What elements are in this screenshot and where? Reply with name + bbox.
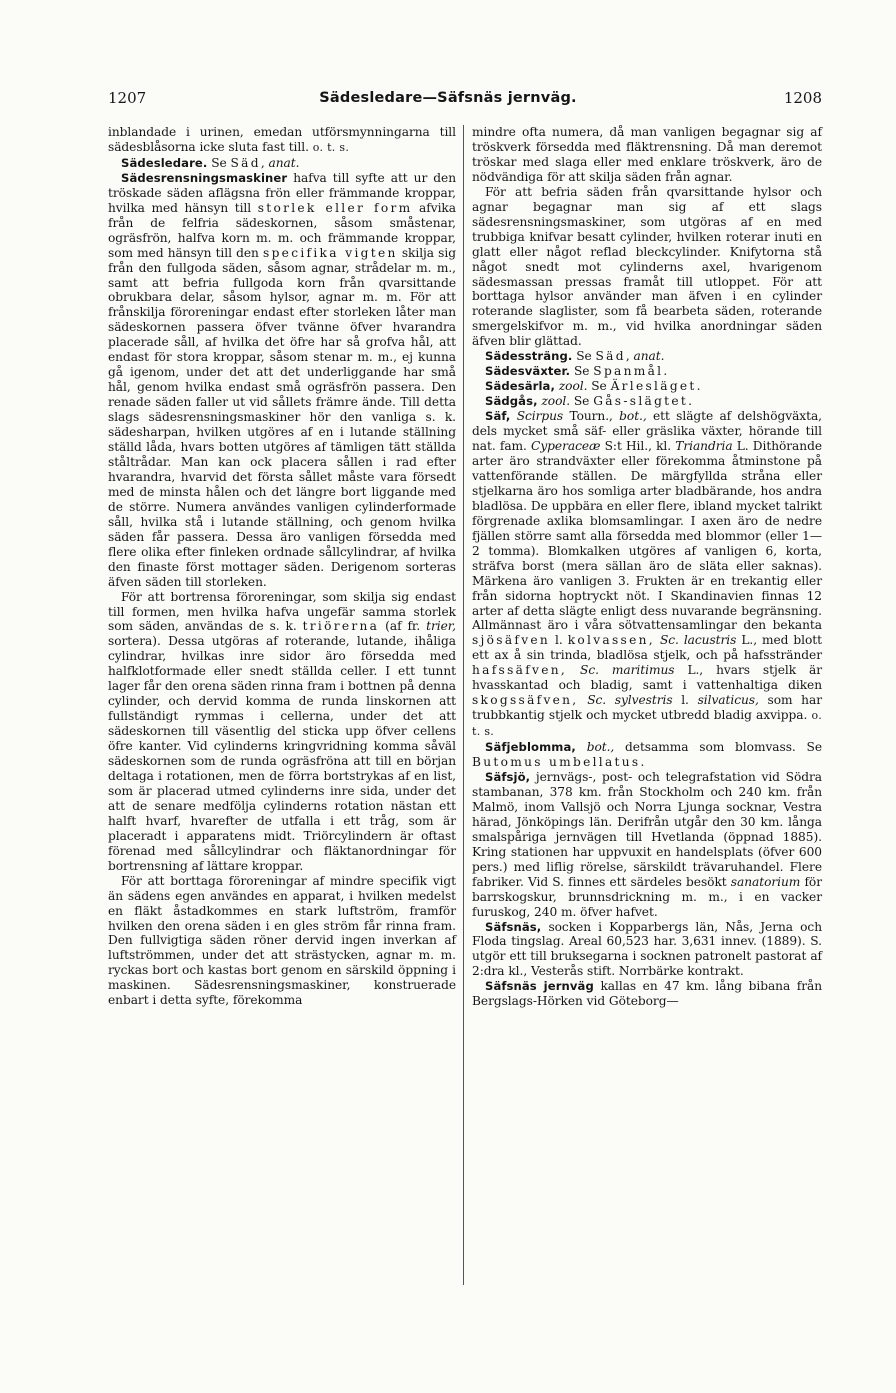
paragraph-continuation: mindre ofta numera, då man vanligen begagnar sig af tröskverk försedda med fläktrensning. Då man deremot tröskar med slaga eller med enklare tröskverk, äro de nödvändiga för att skilja säden från agnar.: [472, 125, 822, 184]
entry-sadgas: Sädgås, zool. Se Gås-slägtet.: [485, 394, 695, 409]
author-signature: o. t. s.: [472, 709, 822, 739]
entry-safsjo: Säfsjö, jernvägs-, post- och telegrafstation vid Södra stambanan, 378 km. från Stockholm och 240 km. från Malmö, inom Vallsjö och Norra Ljunga socknar, Vestra härad, Jönköpings län. Derifrån utgår den 30 km. långa smalspåriga jernvägen till Hvetlanda (öppnad 1885). Kring stationen har uppvuxit en handelsplats (öfver 600 pers.) med liflig rörelse, särskildt trävaruhandel. Flere fabriker. Vid S. finnes ett särdeles besökt sanatorium för barrskogskur, brunnsdrickning m. m., i en vacker furuskog, 240 m. öfver hafvet.: [472, 769, 822, 919]
cross-reference: Gås-slägtet.: [593, 394, 695, 409]
entry-safsnas-jernvag: Säfsnäs jernväg kallas en 47 km. lång bibana från Bergslags-Hörken vid Göteborg—: [472, 979, 823, 1009]
paragraph-flakt: För att borttaga föroreningar af mindre specifik vigt än sädens egen användes en apparat, i hvilken medelst en fläkt åstadkommes en stark luftström, framför hvilken den orena säden i en gles ström får rinna fram. Den fullvigtiga säden röner dervid ingen inverkan af luftströmmen, under det att strästycken, agnar m. m. ryckas bort och kastas bort genom en särskild öppning i maskinen. Sädesrensningsmaskiner, konstruerade enbart i detta syfte, förekomma: [108, 873, 456, 1008]
entry-safjeblomma: Säfjeblomma, bot., detsamma som blomvass. Se Butomus umbellatus.: [472, 740, 822, 770]
entry-sadesrensningsmaskiner: Sädesrensningsmaskiner hafva till syfte att ur den tröskade säden aflägsna frön eller främmande kroppar, hvilka med hänsyn till storlek eller form afvika från de felfria sädeskornen, såsom småstenar, ogräsfrön, halfva korn m. m. och främmande kroppar, som med hänsyn till den specifika vigten skilja sig från den fullgoda säden, såsom agnar, strådelar m. m., samt att befria fullgoda korn från qvarsittande obrukbara delar, såsom hylsor, agnar m. m. För att frånskilja föroreningar endast efter storleken låter man sädeskornen passera öfver tvänne öfver hvarandra placerade såll, af hvilka det öfre har så grofva hål, att endast för stora kroppar, såsom stenar m. m., ej kunna gå igenom, under det att det underliggande har små hål, genom hvilka endast små ogräsfrön passera. Den renade säden faller ut vid sållets främre ände. Till detta slags sädesrensningsmaskiner hör den vanliga s. k. sädesharpan, hvilken utgöres af en i lutande ställning ställd låda, hvars botten utgöres af tämligen tätt ställda ståltrådar. Man kan ock placera sållen i rad efter hvarandra, hvarvid det första sållet måste vara försedt med de minsta hålen och det längre bort liggande med de större. Numera användes vanligen cylinderformade såll, hvilka stå i lutande ställning, och genom hvilka säden får passera. Dessa äro vanligen försedda med flere olika efter finleken ordnade sållcylindrar, af hvilka den finaste först mottager säden. Derigenom sorteras äfven säden till storleken.: [108, 170, 456, 589]
entry-sadesledare: Sädesledare. Se Säd, anat.: [121, 155, 300, 170]
cross-reference: Butomus umbellatus.: [472, 755, 647, 770]
left-column: [108, 125, 456, 1008]
cross-reference: Säd: [230, 155, 261, 170]
paragraph-continuation: inblandade i urinen, emedan utförsmynningarna till sädesblåsorna icke sluta fast till. o. t. s.: [108, 125, 456, 154]
entry-headword: Sädesväxter.: [485, 364, 571, 379]
entry-sadesvaxter: Sädesväxter. Se Spanmål.: [485, 364, 670, 379]
entry-headword: Säfsjö,: [485, 769, 531, 784]
paragraph-triorer: För att bortrensa föroreningar, som skilja sig endast till formen, men hvilka hafva ungefär samma storlek som säden, användas de s. k. triörerna (af fr. trier, sortera). Dessa utgöras af roterande, lutande, ihåliga cylindrar, hvilkas inre sidor äro försedda med halfklotformade eller snedt ställda celler. I ett tunnt lager får den orena säden rinna fram i bottnen på denna cylinder, och dervid komma de runda linskornen att fullständigt rymmas i cellerna, under det att sädeskornen till väsentlig del sticka upp öfver cellens öfre kanter. Vid cylinderns kringvridning komma såväl sädeskornen som de runda ogräsfröna att till en början deltaga i rotationen, men de förra bortstrykas af en list, som är placerad utmed cylinderns inre sida, under det att de senare medfölja cylinderns rotation nästan ett halft hvarf, hvarefter de utfalla i ett tråg, som är placeradt i apparatens midt. Triörcylindern är oftast förenad med sållcylindrar och fläktanordningar för bortrensning af lättare kroppar.: [108, 589, 456, 873]
entry-headword: Sädesledare.: [121, 155, 208, 170]
entry-saf: Säf, Scirpus Tourn., bot., ett slägte af delshögväxta, dels mycket små säf- eller gräslika växter, hörande till nat. fam. Cyperaceæ S:t Hil., kl. Triandria L. Dithörande arter äro strandväxter eller förekomma åtminstone på vattenförande ställen. De märgfyllda stråna eller stjelkarna äro hos somliga arter bladbärande, hos andra bladlösa. De uppbära en eller flere, ibland mycket talrikt förgrenade axlika blomsamlingar. I axen äro de nedre fjällen större samt alla försedda med blommor (eller 1—2 tomma). Blomkalken utgöres af vanligen 6, korta, sträfva borst (mera sällan äro de släta eller saknas). Märkena äro vanligen 3. Frukten är en trekantig eller från sidorna hoptryckt nöt. I Skandinavien finnas 12 arter af detta slägte enligt dess nuvarande begränsning. Allmännast äro i våra sötvattensamlingar den bekanta sjösäfven l. kolvassen, Sc. lacustris L., med blott ett ax å sin trinda, bladlösa stjelk, och på hafsstränder hafssäfven, Sc. maritimus L., hvars stjelk är hvasskantad och bladig, samt i vattenhaltiga diken skogssäfven, Sc. sylvestris l. silvaticus, som har trubbkantig stjelk och mycket utbredd bladig axvippa. o. t. s.: [472, 409, 823, 739]
entry-headword: Säf,: [485, 409, 511, 424]
cross-reference: Säd: [595, 349, 626, 364]
page-number-left: 1207: [108, 89, 147, 107]
entry-headword: Sädesärla,: [485, 379, 555, 394]
cross-reference: Spanmål.: [593, 364, 670, 379]
column-divider: [463, 125, 464, 1285]
paragraph-hylsor: För att befria säden från qvarsittande hylsor och agnar begagnar man sig af ett slags sädesrensningsmaskiner, som utgöras af en med trubbiga knifvar besatt cylinder, hvilken roterar inuti en glatt eller något reflad bleckcylinder. Knifytorna stå något snedt mot cylinderns axel, hvarigenom sädesmassan pressas framåt till utloppet. För att borttaga hylsor använder man äfven i en cylinder roterande slaglister, som få bearbeta säden, roterande smergelskifvor m. m., vid hvilka anordningar säden äfven blir glättad.: [472, 184, 822, 349]
entry-headword: Sädesrensningsmaskiner: [121, 170, 288, 185]
entry-headword: Sädessträng.: [485, 349, 573, 364]
entry-sadesstrang: Sädessträng. Se Säd, anat.: [485, 349, 665, 364]
cross-reference: Ärlesläget.: [610, 379, 703, 394]
entry-headword: Säfsnäs,: [485, 919, 542, 934]
page-number-right: 1208: [783, 89, 822, 107]
entry-headword: Säfsnäs jernväg: [485, 979, 594, 994]
right-column: [472, 125, 822, 1009]
entry-headword: Sädgås,: [485, 394, 538, 409]
entry-headword: Säfjeblomma,: [485, 740, 576, 755]
running-title: Sädesledare—Säfsnäs jernväg.: [319, 90, 577, 106]
entry-sadesarla: Sädesärla, zool. Se Ärlesläget.: [485, 379, 703, 394]
author-signature: o. t. s.: [312, 140, 350, 154]
entry-safsnas: Säfsnäs, socken i Kopparbergs län, Nås, Jerna och Floda tingslag. Areal 60,523 har. 3,631 innev. (1889). S. utgör ett till bruksegarna i socknen patronelt pastorat af 2:dra kl., Vesterås stift. Norrbärke kontrakt.: [472, 919, 822, 979]
